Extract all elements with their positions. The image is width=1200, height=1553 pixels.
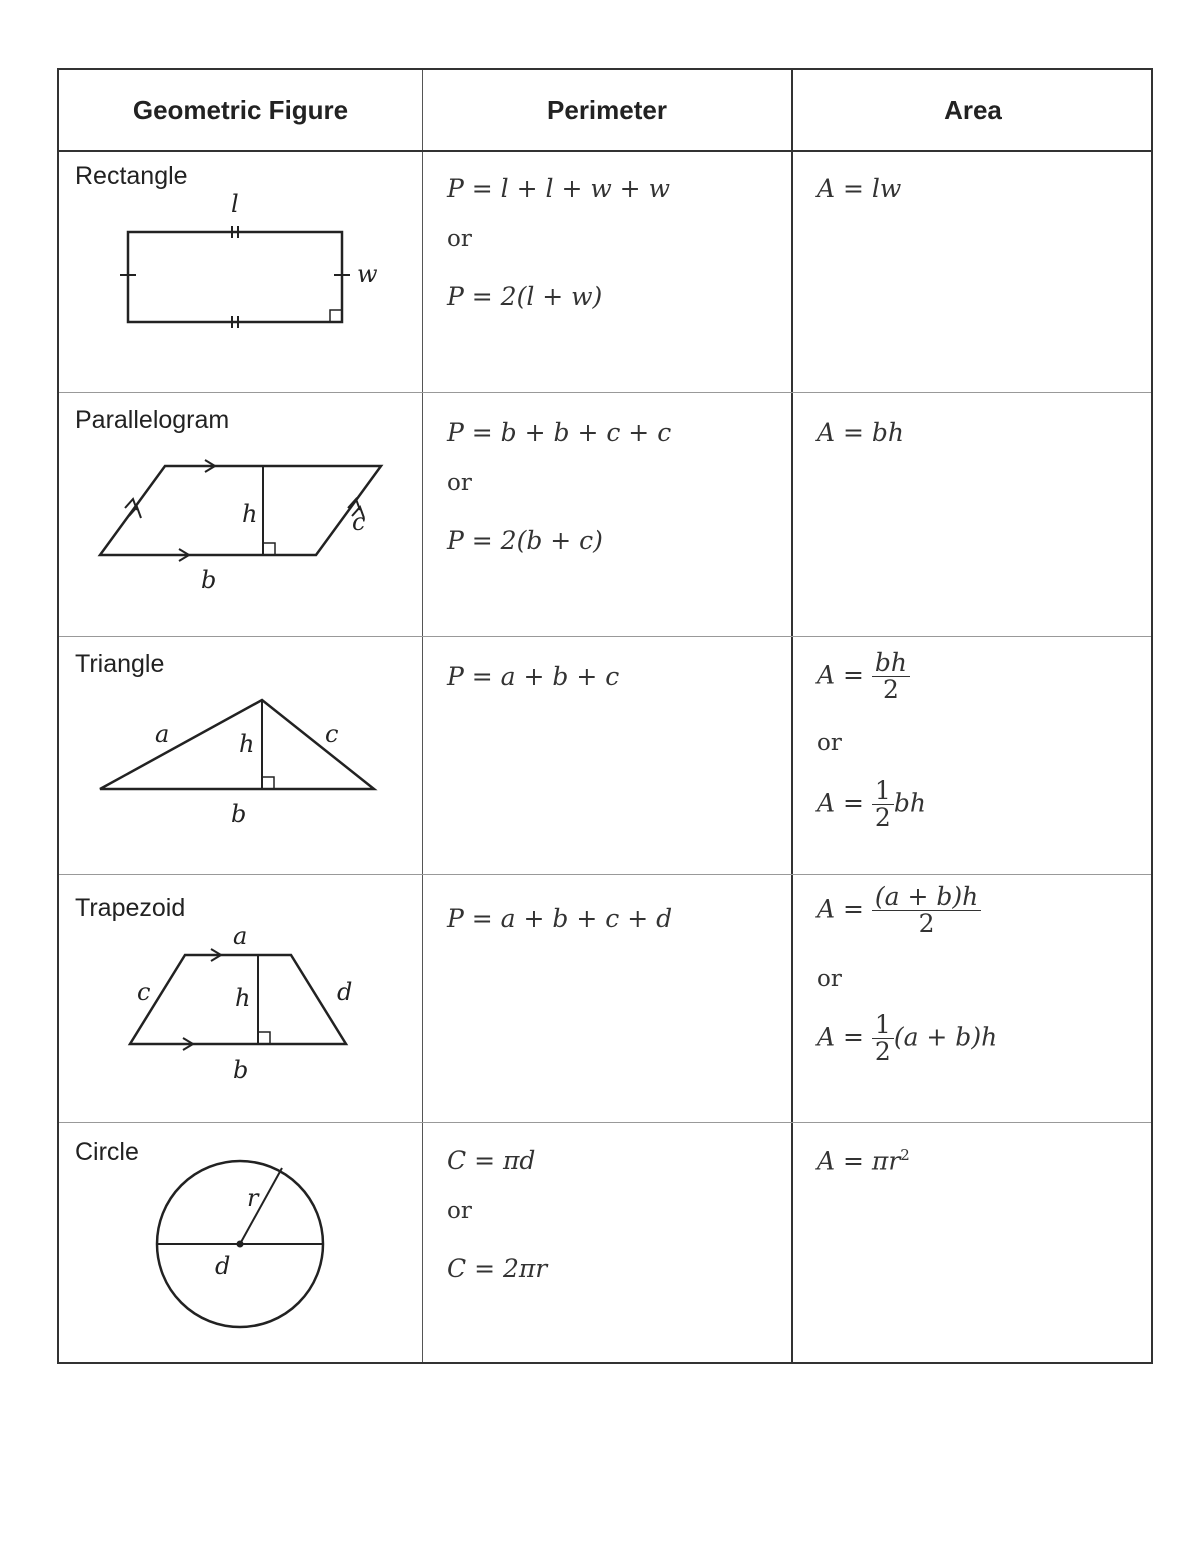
- circle-circumference-2: C = 2πr: [447, 1254, 548, 1283]
- label-l: l: [231, 190, 239, 218]
- label-h: h: [239, 730, 255, 758]
- trapezoid-area-1: [817, 884, 981, 938]
- label-r: r: [247, 1184, 259, 1212]
- fraction-denominator: 2: [874, 1037, 891, 1067]
- triangle-area-2: [817, 778, 926, 832]
- trapezoid-perimeter: P = a + b + c + d: [447, 904, 673, 933]
- triangle-area-2-fraction: [872, 778, 894, 832]
- trapezoid-area-or: or: [817, 966, 842, 992]
- triangle-diagram: [59, 690, 419, 840]
- label-b: b: [231, 800, 247, 828]
- label-b: b: [233, 1056, 249, 1084]
- column-divider: [422, 70, 423, 1362]
- label-c: c: [352, 508, 366, 536]
- triangle-area-1: [817, 650, 910, 704]
- figure-name-parallelogram: Parallelogram: [75, 406, 230, 434]
- label-h: h: [235, 984, 251, 1012]
- parallelogram-perimeter-1: P = b + b + c + c: [447, 418, 672, 447]
- row-divider: [59, 392, 1151, 393]
- fraction-numerator: 1: [872, 778, 894, 805]
- header-geometric-figure: Geometric Figure: [132, 94, 349, 125]
- parallelogram-diagram: [59, 450, 419, 600]
- label-c: c: [137, 978, 151, 1006]
- parallelogram-perimeter-or: or: [447, 470, 472, 496]
- trapezoid-diagram: [59, 920, 419, 1090]
- figure-name-trapezoid: Trapezoid: [75, 894, 186, 922]
- label-a: a: [233, 922, 248, 950]
- figure-name-rectangle: Rectangle: [75, 162, 188, 190]
- triangle-area-or: or: [817, 730, 842, 756]
- rectangle-perimeter-or: or: [447, 226, 472, 252]
- rectangle-perimeter-1: P = l + l + w + w: [447, 174, 670, 203]
- fraction-numerator: 1: [872, 1012, 894, 1039]
- header-perimeter: Perimeter: [547, 94, 667, 125]
- row-divider: [59, 1122, 1151, 1123]
- rectangle-area: A = lw: [817, 174, 902, 203]
- trapezoid-area-1-prefix: A =: [817, 894, 864, 924]
- trapezoid-area-2-suffix: (a + b)h: [893, 1022, 998, 1052]
- row-divider: [59, 874, 1151, 875]
- triangle-area-1-prefix: A =: [817, 660, 864, 690]
- fraction-denominator: 2: [874, 803, 891, 833]
- trapezoid-area-1-fraction: [872, 884, 981, 938]
- rectangle-perimeter-2: P = 2(l + w): [447, 282, 603, 311]
- figure-name-triangle: Triangle: [75, 650, 165, 678]
- fraction-numerator: (a + b)h: [872, 884, 981, 911]
- circle-circumference-1: C = πd: [447, 1146, 536, 1175]
- label-a: a: [155, 720, 170, 748]
- fraction-denominator: 2: [918, 909, 935, 939]
- trapezoid-area-2-prefix: A =: [817, 1022, 864, 1052]
- triangle-area-2-prefix: A =: [817, 788, 864, 818]
- label-d: d: [337, 978, 353, 1006]
- circle-area-base: A = πr: [817, 1146, 901, 1176]
- label-b: b: [201, 566, 217, 594]
- triangle-area-2-suffix: bh: [893, 788, 926, 818]
- parallelogram-area: A = bh: [817, 418, 904, 447]
- fraction-numerator: bh: [872, 650, 910, 677]
- label-w: w: [357, 260, 378, 288]
- circle-area-exponent: 2: [900, 1146, 910, 1164]
- formula-table: [57, 68, 1153, 1364]
- fraction-denominator: 2: [883, 675, 899, 705]
- label-c: c: [325, 720, 339, 748]
- label-h: h: [242, 500, 258, 528]
- circle-area: [817, 1146, 910, 1175]
- triangle-perimeter: P = a + b + c: [447, 662, 620, 691]
- triangle-area-1-fraction: [872, 650, 910, 704]
- trapezoid-area-2-fraction: [872, 1012, 894, 1066]
- parallelogram-perimeter-2: P = 2(b + c): [447, 526, 603, 555]
- figure-name-circle: Circle: [75, 1138, 139, 1166]
- column-divider: [791, 70, 793, 1362]
- label-d: d: [215, 1252, 231, 1280]
- header-divider: [59, 150, 1151, 152]
- header-area: Area: [944, 94, 1002, 125]
- circle-circumference-or: or: [447, 1198, 472, 1224]
- circle-diagram: [59, 1154, 419, 1338]
- rectangle-diagram: [59, 190, 419, 330]
- row-divider: [59, 636, 1151, 637]
- trapezoid-area-2: [817, 1012, 997, 1066]
